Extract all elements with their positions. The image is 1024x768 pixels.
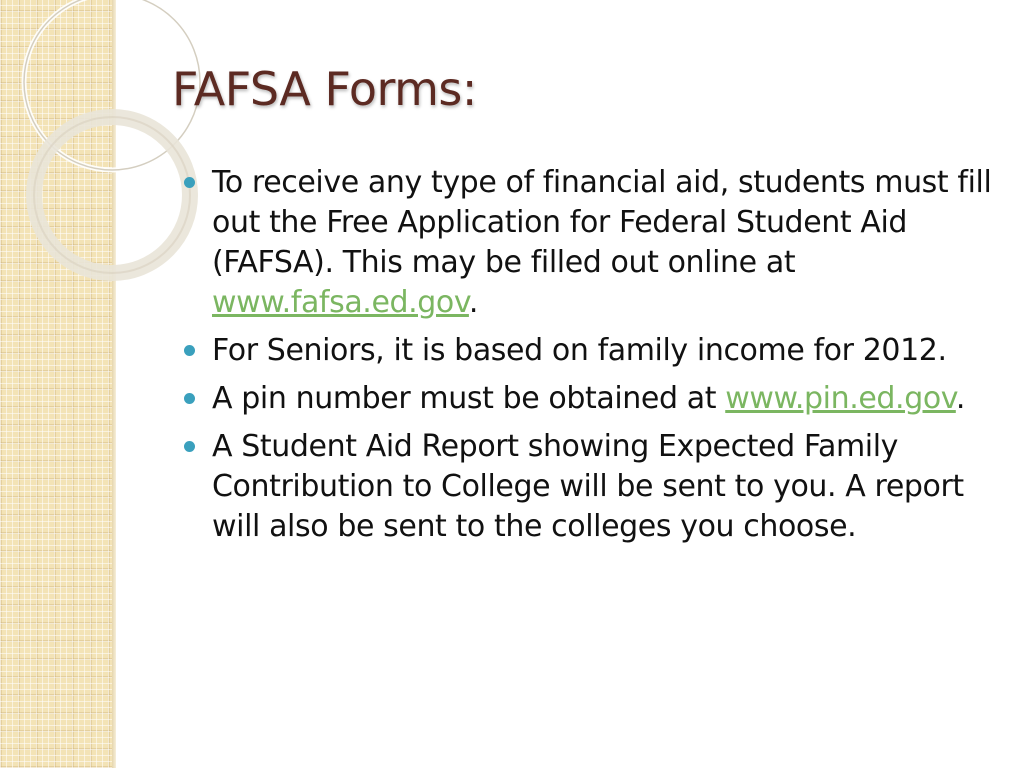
bullet-icon [184, 177, 195, 188]
list-item [184, 163, 994, 323]
bullet-text: For Seniors, it is based on family income for 2012. [212, 333, 947, 368]
bullet-list [184, 163, 994, 555]
bullet-icon [184, 441, 195, 452]
list-item [184, 427, 994, 547]
bullet-text-end: . [955, 381, 965, 416]
list-item [184, 379, 994, 419]
bullet-text: A pin number must be obtained at [212, 381, 726, 416]
bullet-text: To receive any type of financial aid, students must fill out the Free Application for Federal Student Aid (FAFSA). This may be filled out online at [212, 165, 992, 280]
fafsa-link[interactable]: www.fafsa.ed.gov [212, 285, 469, 320]
decorative-circles [0, 0, 160, 300]
slide-title: FAFSA Forms: [172, 62, 477, 116]
list-item [184, 331, 994, 371]
bullet-icon [184, 345, 195, 356]
bullet-icon [184, 393, 195, 404]
bullet-text-end: . [468, 285, 479, 320]
pin-link[interactable]: www.pin.ed.gov [725, 381, 956, 416]
bullet-text: A Student Aid Report showing Expected Family Contribution to College will be sent to you. A report will also be sent to the colleges you choose. [212, 429, 964, 544]
